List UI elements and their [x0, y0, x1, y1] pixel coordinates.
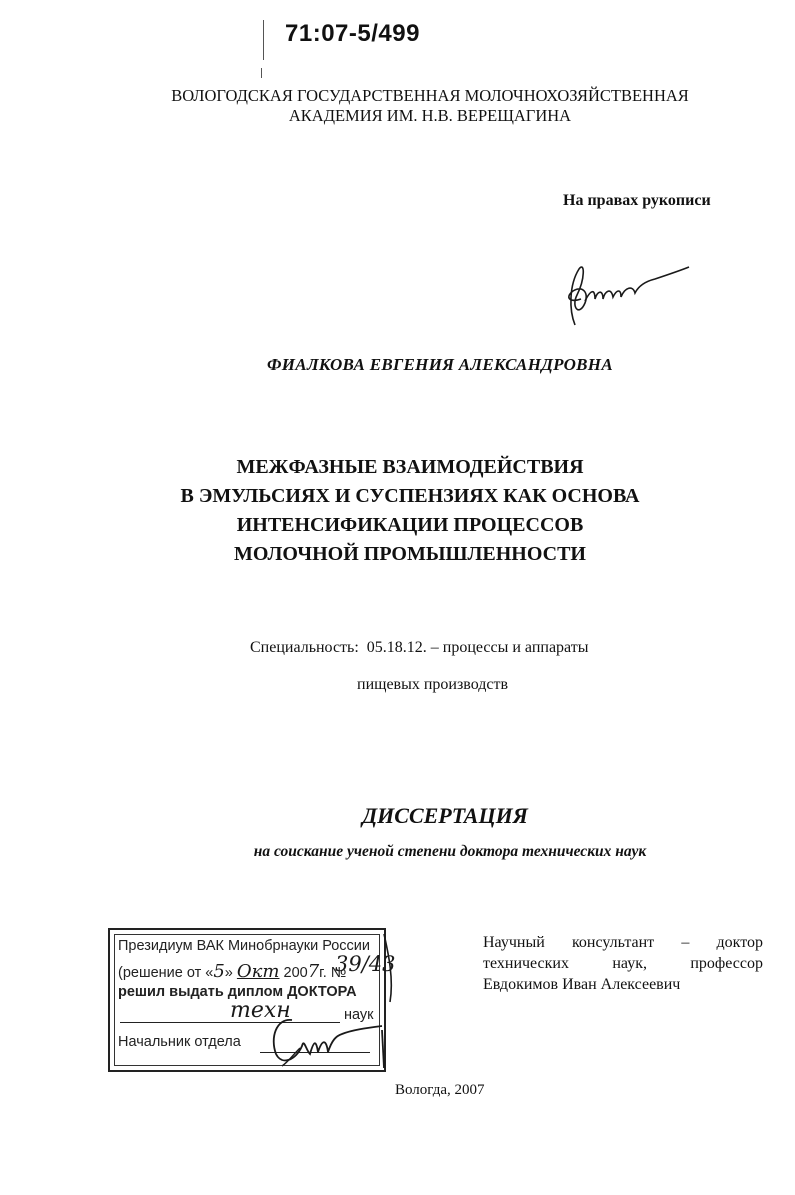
stamp-month: Окт [236, 961, 280, 982]
institution-line-2: АКАДЕМИЯ ИМ. Н.В. ВЕРЕЩАГИНА [288, 106, 572, 125]
title-line-2: В ЭМУЛЬСИЯХ И СУСПЕНЗИЯХ КАК ОСНОВА [180, 485, 640, 507]
title-line-4: МОЛОЧНОЙ ПРОМЫШЛЕННОСТИ [234, 543, 586, 565]
stamp-science-handwritten: техн [230, 998, 291, 1023]
scan-mark-line [263, 20, 264, 60]
title-line-3: ИНТЕНСИФИКАЦИИ ПРОЦЕССОВ [236, 514, 584, 536]
stamp-number-handwritten: 39/43 [335, 952, 396, 976]
stamp-head-label: Начальник отдела [118, 1034, 241, 1050]
stamp-year-digit: 7 [307, 961, 320, 982]
institution-line-1: ВОЛОГОДСКАЯ ГОСУДАРСТВЕННАЯ МОЛОЧНОХОЗЯЙСТВЕННАЯ [171, 86, 689, 105]
dissertation-title [150, 453, 670, 569]
document-type: ДИССЕРТАЦИЯ [362, 803, 528, 828]
title-line-1: МЕЖФАЗНЫЕ ВЗАИМОДЕЙСТВИЯ [236, 456, 584, 478]
head-signature [262, 1010, 392, 1070]
stamp-line-3: решил выдать диплом ДОКТОРА [118, 984, 357, 1000]
stamp-line-1: Президиум ВАК Минобрнауки России [118, 938, 371, 954]
stamp-year-prefix: 200 [283, 965, 308, 981]
stamp-decision-line [118, 961, 346, 982]
consultant-line-2: технических наук, профессор [483, 955, 763, 972]
stamp-pen-stroke [380, 928, 410, 1008]
degree-line: на соискание ученой степени доктора технических наук [253, 843, 647, 860]
stamp-year-suffix: г. № [319, 965, 347, 981]
author-name: ФИАЛКОВА ЕВГЕНИЯ АЛЕКСАНДРОВНА [267, 355, 613, 374]
manuscript-rights: На правах рукописи [563, 192, 711, 209]
institution-header [150, 86, 710, 126]
scan-mark-line-short [261, 68, 262, 78]
stamp-science-suffix: наук [344, 1007, 374, 1023]
consultant-line-1: Научный консультант – доктор [483, 934, 763, 951]
stamp-mid: » [224, 965, 233, 981]
city-year: Вологда, 2007 [395, 1082, 485, 1098]
specialty-line-2: пищевых производств [357, 676, 509, 693]
specialty-line-1: Специальность: 05.18.12. – процессы и аппараты [250, 639, 589, 656]
consultant-line-3: Евдокимов Иван Алексеевич [483, 976, 681, 993]
scientific-consultant [483, 932, 763, 995]
stamp-day: 5 [213, 961, 225, 982]
archive-code: 71:07-5/499 [285, 20, 420, 47]
author-signature [555, 255, 695, 335]
stamp-decision-prefix: (решение от « [118, 965, 214, 981]
